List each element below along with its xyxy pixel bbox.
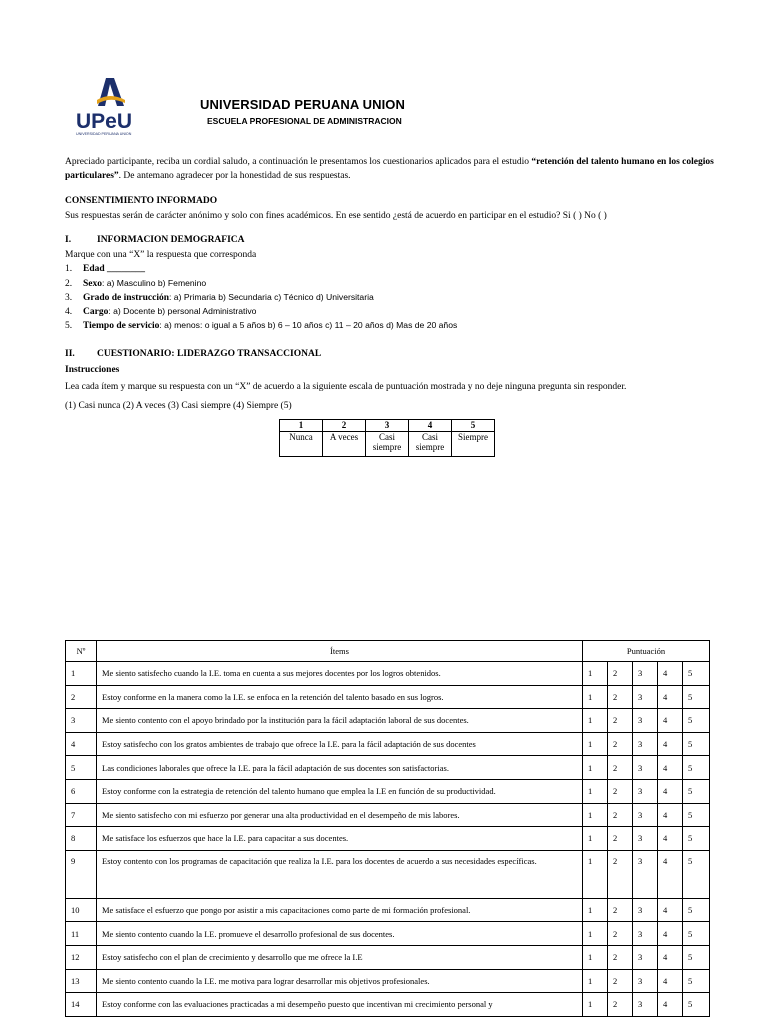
score-option[interactable]: 1 [583, 993, 608, 1017]
item-options: : a) Docente b) personal Administrativo [108, 306, 257, 316]
score-option[interactable]: 1 [583, 945, 608, 969]
item-number: 5. [65, 321, 73, 331]
university-logo [68, 72, 152, 136]
score-option[interactable]: 3 [633, 779, 658, 803]
score-option[interactable]: 4 [658, 756, 683, 780]
table-row [66, 969, 710, 993]
row-number: 9 [66, 850, 97, 898]
table-row [66, 662, 710, 686]
score-option[interactable]: 2 [608, 969, 633, 993]
score-option[interactable]: 5 [683, 756, 710, 780]
study-title: “retención del talento humano en los colegios particulares” [65, 157, 714, 181]
row-item-text: Me satisface los esfuerzos que hace la I.E. para capacitar a sus docentes. [97, 827, 583, 851]
score-option[interactable]: 1 [583, 969, 608, 993]
score-option[interactable]: 3 [633, 827, 658, 851]
item-label: Grado de instrucción [83, 293, 170, 303]
row-number: 10 [66, 898, 97, 922]
section1-instruction: Marque con una “X” la respuesta que corresponda [65, 250, 257, 260]
score-option[interactable]: 2 [608, 945, 633, 969]
row-item-text: Estoy satisfecho con los gratos ambientes de trabajo que ofrece la I.E. para la fácil adaptación de sus docentes [97, 732, 583, 756]
school-subtitle: ESCUELA PROFESIONAL DE ADMINISTRACION [207, 116, 402, 126]
score-option[interactable]: 2 [608, 709, 633, 733]
scale-label: A veces [323, 431, 366, 456]
score-option[interactable]: 5 [683, 779, 710, 803]
score-option[interactable]: 2 [608, 993, 633, 1017]
score-option[interactable]: 5 [683, 662, 710, 686]
score-option[interactable]: 4 [658, 685, 683, 709]
score-option[interactable]: 4 [658, 850, 683, 898]
score-option[interactable]: 4 [658, 709, 683, 733]
scale-number: 1 [280, 420, 323, 432]
row-item-text: Me siento contento cuando la I.E. promueve el desarrollo profesional de sus docentes. [97, 922, 583, 946]
row-item-text: Estoy conforme en la manera como la I.E. se enfoca en la retención del talento basado en sus logros. [97, 685, 583, 709]
row-number: 1 [66, 662, 97, 686]
row-item-text: Me siento contento con el apoyo brindado por la institución para la fácil adaptación laboral de sus docentes. [97, 709, 583, 733]
row-item-text: Me siento satisfecho con mi esfuerzo por generar una alta productividad en el desempeño de mis labores. [97, 803, 583, 827]
section2-title: CUESTIONARIO: LIDERAZGO TRANSACCIONAL [97, 349, 322, 359]
score-option[interactable]: 4 [658, 898, 683, 922]
score-option[interactable]: 1 [583, 662, 608, 686]
score-option[interactable]: 5 [683, 969, 710, 993]
row-number: 3 [66, 709, 97, 733]
score-option[interactable]: 4 [658, 779, 683, 803]
row-number: 4 [66, 732, 97, 756]
score-option[interactable]: 5 [683, 922, 710, 946]
table-row [66, 898, 710, 922]
score-option[interactable]: 3 [633, 922, 658, 946]
row-item-text: Estoy satisfecho con el plan de crecimiento y desarrollo que me ofrece la I.E [97, 945, 583, 969]
item-number: 3. [65, 293, 73, 303]
item-label: Edad ________ [83, 264, 146, 274]
score-option[interactable]: 1 [583, 898, 608, 922]
score-option[interactable]: 4 [658, 922, 683, 946]
score-option[interactable]: 4 [658, 945, 683, 969]
row-item-text: Estoy contento con los programas de capacitación que realiza la I.E. para los docentes de acuerdo a sus necesidades específicas. [97, 850, 583, 898]
scale-number: 2 [323, 420, 366, 432]
consent-text: Sus respuestas serán de carácter anónimo y solo con fines académicos. En ese sentido ¿está de acuerdo en participar en el estudio? Si ( ) No ( ) [65, 211, 607, 221]
demographic-item [65, 318, 457, 333]
row-number: 11 [66, 922, 97, 946]
score-option[interactable]: 2 [608, 685, 633, 709]
intro-text-end: . De antemano agradecer por la honestidad de sus respuestas. [118, 171, 351, 181]
score-option[interactable]: 1 [583, 827, 608, 851]
demographic-item [65, 262, 145, 276]
questionnaire-table [65, 640, 710, 1017]
header-number: Nº [66, 641, 97, 662]
item-number: 1. [65, 264, 73, 274]
score-option[interactable]: 3 [633, 662, 658, 686]
table-row [66, 945, 710, 969]
score-option[interactable]: 2 [608, 803, 633, 827]
score-option[interactable]: 1 [583, 732, 608, 756]
score-option[interactable]: 3 [633, 685, 658, 709]
table-row [66, 732, 710, 756]
score-option[interactable]: 5 [683, 803, 710, 827]
instructions-text: Lea cada ítem y marque su respuesta con un “X” de acuerdo a la siguiente escala de puntuación mostrada y no deje ninguna pregunta sin responder. [65, 382, 627, 392]
score-option[interactable]: 1 [583, 850, 608, 898]
item-label: Sexo [83, 279, 102, 289]
score-option[interactable]: 5 [683, 850, 710, 898]
item-options: : a) Masculino b) Femenino [102, 278, 207, 288]
table-row [66, 922, 710, 946]
row-number: 6 [66, 779, 97, 803]
row-item-text: Estoy conforme con las evaluaciones practicadas a mi desempeño puesto que incentivan mi crecimiento personal y [97, 993, 583, 1017]
row-item-text: Las condiciones laborales que ofrece la I.E. para la fácil adaptación de sus docentes son satisfactorias. [97, 756, 583, 780]
score-option[interactable]: 3 [633, 850, 658, 898]
row-number: 5 [66, 756, 97, 780]
table-row [66, 850, 710, 898]
consent-title: CONSENTIMIENTO INFORMADO [65, 196, 218, 206]
section1-heading [65, 235, 245, 245]
scale-text: (1) Casi nunca (2) A veces (3) Casi siempre (4) Siempre (5) [65, 401, 292, 411]
score-option[interactable]: 3 [633, 945, 658, 969]
table-row [66, 803, 710, 827]
instructions-title: Instrucciones [65, 365, 120, 375]
score-option[interactable]: 3 [633, 969, 658, 993]
section1-number: I. [65, 235, 72, 245]
score-option[interactable]: 2 [608, 732, 633, 756]
table-row [66, 993, 710, 1017]
score-option[interactable]: 1 [583, 709, 608, 733]
item-options: : a) menos: o igual a 5 años b) 6 – 10 años c) 11 – 20 años d) Mas de 20 años [159, 320, 458, 330]
score-option[interactable]: 3 [633, 756, 658, 780]
table-row [66, 709, 710, 733]
score-option[interactable]: 4 [658, 993, 683, 1017]
scale-label: Nunca [280, 431, 323, 456]
header-items: Ítems [97, 641, 583, 662]
table-row [66, 779, 710, 803]
university-title: UNIVERSIDAD PERUANA UNION [200, 97, 405, 112]
score-option[interactable]: 5 [683, 685, 710, 709]
score-option[interactable]: 1 [583, 756, 608, 780]
row-number: 2 [66, 685, 97, 709]
score-option[interactable]: 2 [608, 662, 633, 686]
score-option[interactable]: 3 [633, 709, 658, 733]
row-item-text: Me satisface el esfuerzo que pongo por asistir a mis capacitaciones como parte de mi formación profesional. [97, 898, 583, 922]
score-option[interactable]: 4 [658, 662, 683, 686]
score-option[interactable]: 4 [658, 827, 683, 851]
item-number: 4. [65, 307, 73, 317]
scale-table [279, 419, 495, 457]
scale-label: Siempre [452, 431, 495, 456]
row-number: 7 [66, 803, 97, 827]
item-label: Cargo [83, 307, 109, 317]
intro-text: Apreciado participante, reciba un cordial saludo, a continuación le presentamos los cuestionarios aplicados para el estudio [65, 157, 532, 167]
row-number: 13 [66, 969, 97, 993]
score-option[interactable]: 3 [633, 803, 658, 827]
score-option[interactable]: 2 [608, 779, 633, 803]
score-option[interactable]: 1 [583, 779, 608, 803]
item-options: : a) Primaria b) Secundaria c) Técnico d) Universitaria [169, 292, 374, 302]
scale-number: 3 [366, 420, 409, 432]
score-option[interactable]: 2 [608, 898, 633, 922]
svg-text:UNIVERSIDAD PERUANA UNION: UNIVERSIDAD PERUANA UNION [76, 132, 132, 136]
row-item-text: Me siento contento cuando la I.E. me motiva para lograr desarrollar mis objetivos profesionales. [97, 969, 583, 993]
header-score: Puntuación [583, 641, 710, 662]
item-label: Tiempo de servicio [83, 321, 160, 331]
row-number: 8 [66, 827, 97, 851]
scale-number: 5 [452, 420, 495, 432]
score-option[interactable]: 3 [633, 732, 658, 756]
row-number: 12 [66, 945, 97, 969]
score-option[interactable]: 4 [658, 969, 683, 993]
section2-number: II. [65, 349, 75, 359]
score-option[interactable]: 5 [683, 993, 710, 1017]
upeu-logo-icon [68, 72, 152, 136]
item-number: 2. [65, 279, 73, 289]
demographic-item [65, 276, 206, 291]
demographic-item [65, 290, 374, 305]
score-option[interactable]: 1 [583, 803, 608, 827]
section1-title: INFORMACION DEMOGRAFICA [97, 235, 245, 245]
score-option[interactable]: 2 [608, 922, 633, 946]
scale-label: Casi siempre [409, 431, 452, 456]
score-option[interactable]: 2 [608, 850, 633, 898]
score-option[interactable]: 5 [683, 827, 710, 851]
score-option[interactable]: 2 [608, 827, 633, 851]
score-option[interactable]: 4 [658, 803, 683, 827]
score-option[interactable]: 3 [633, 993, 658, 1017]
score-option[interactable]: 1 [583, 685, 608, 709]
scale-label: Casi siempre [366, 431, 409, 456]
table-row [66, 756, 710, 780]
score-option[interactable]: 5 [683, 945, 710, 969]
row-item-text: Estoy conforme con la estrategia de retención del talento humano que emplea la I.E en función de su productividad. [97, 779, 583, 803]
score-option[interactable]: 4 [658, 732, 683, 756]
demographic-item [65, 304, 256, 319]
score-option[interactable]: 3 [633, 898, 658, 922]
score-option[interactable]: 2 [608, 756, 633, 780]
table-row [66, 685, 710, 709]
svg-text:UPeU: UPeU [76, 110, 133, 133]
row-number: 14 [66, 993, 97, 1017]
intro-paragraph [65, 155, 715, 183]
table-row [66, 827, 710, 851]
score-option[interactable]: 1 [583, 922, 608, 946]
score-option[interactable]: 5 [683, 732, 710, 756]
row-item-text: Me siento satisfecho cuando la I.E. toma en cuenta a sus mejores docentes por los logros obtenidos. [97, 662, 583, 686]
score-option[interactable]: 5 [683, 709, 710, 733]
scale-number: 4 [409, 420, 452, 432]
score-option[interactable]: 5 [683, 898, 710, 922]
section2-heading [65, 349, 321, 359]
